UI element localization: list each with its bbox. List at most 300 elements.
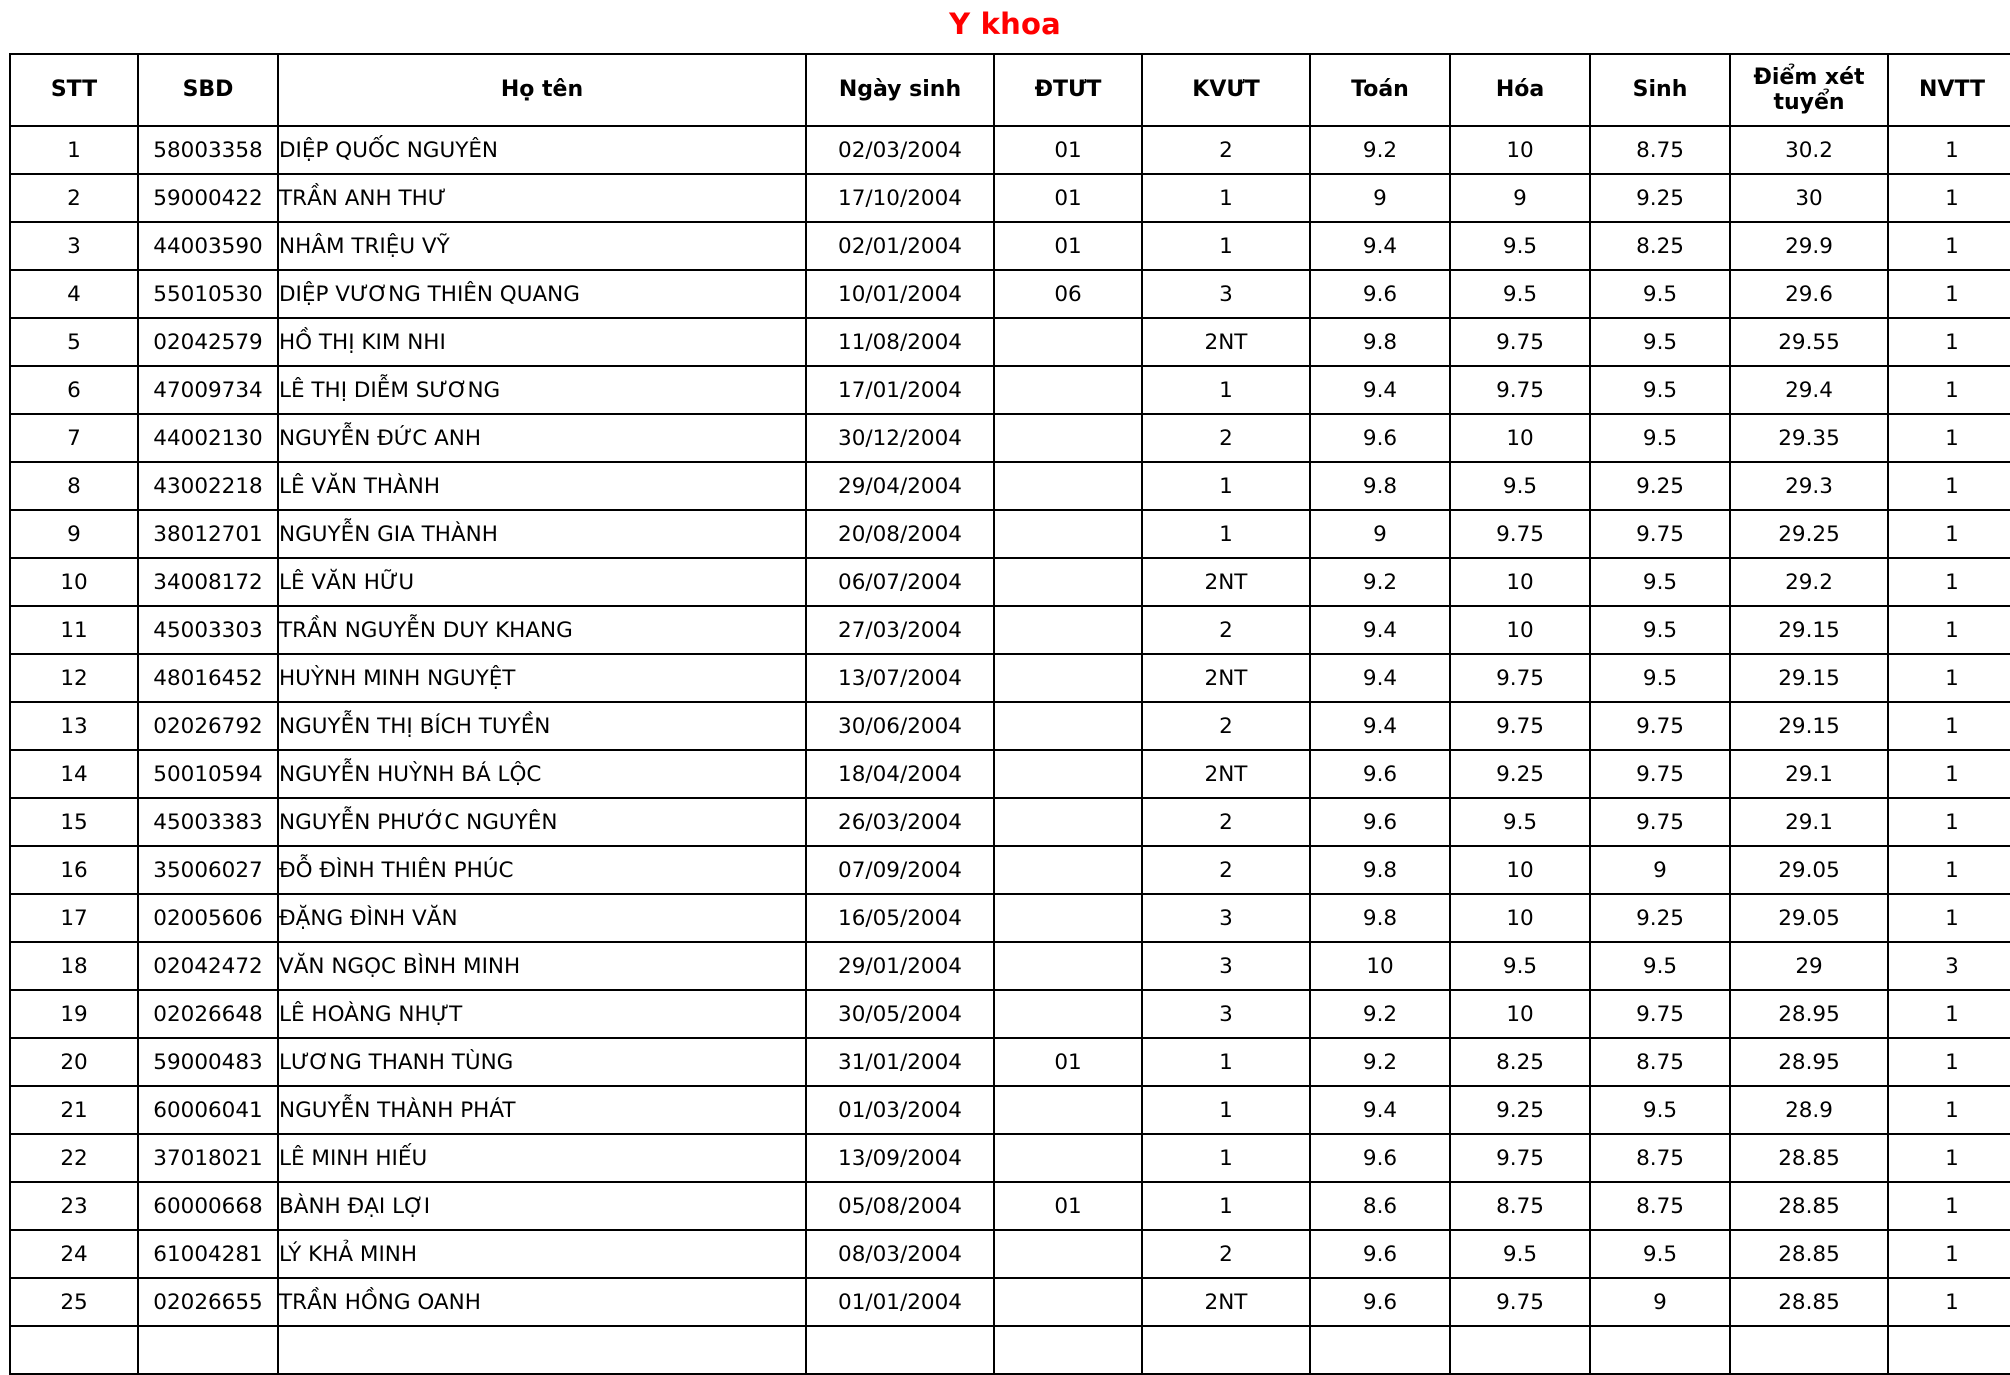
cell-sbd: 02026648 (138, 990, 278, 1038)
table-row (10, 798, 2010, 846)
cell-hoten: NGUYỄN GIA THÀNH (278, 510, 806, 558)
cell-ngaysinh (806, 1326, 994, 1374)
cell-toan: 9.6 (1310, 1230, 1450, 1278)
table-header (10, 54, 2010, 126)
cell-sinh: 9.5 (1590, 558, 1730, 606)
cell-nvtt: 1 (1888, 1134, 2010, 1182)
table-row (10, 1134, 2010, 1182)
cell-hoa (1450, 1326, 1590, 1374)
cell-toan: 9.6 (1310, 1278, 1450, 1326)
cell-diemxettuyen: 28.95 (1730, 1038, 1888, 1086)
cell-kvut: 3 (1142, 990, 1310, 1038)
table-row (10, 126, 2010, 174)
cell-diemxettuyen: 29.15 (1730, 606, 1888, 654)
cell-kvut: 3 (1142, 894, 1310, 942)
cell-dtut (994, 318, 1142, 366)
cell-kvut: 2 (1142, 798, 1310, 846)
cell-sinh: 9 (1590, 1278, 1730, 1326)
cell-hoa: 10 (1450, 126, 1590, 174)
cell-sinh: 9.25 (1590, 462, 1730, 510)
cell-sinh: 9.5 (1590, 366, 1730, 414)
cell-diemxettuyen: 28.95 (1730, 990, 1888, 1038)
cell-ngaysinh: 01/03/2004 (806, 1086, 994, 1134)
cell-kvut: 3 (1142, 942, 1310, 990)
cell-hoten: DIỆP VƯƠNG THIÊN QUANG (278, 270, 806, 318)
cell-kvut: 3 (1142, 270, 1310, 318)
cell-toan: 9.6 (1310, 750, 1450, 798)
cell-dtut (994, 558, 1142, 606)
cell-hoa: 9.75 (1450, 318, 1590, 366)
cell-hoten: NGUYỄN ĐỨC ANH (278, 414, 806, 462)
cell-dtut (994, 510, 1142, 558)
column-header-diemxettuyen: Điểm xét tuyển (1730, 54, 1888, 126)
cell-nvtt: 1 (1888, 1182, 2010, 1230)
cell-sbd: 60006041 (138, 1086, 278, 1134)
cell-toan: 9.6 (1310, 270, 1450, 318)
cell-sinh: 9.75 (1590, 510, 1730, 558)
column-header-sbd: SBD (138, 54, 278, 126)
cell-diemxettuyen: 29.3 (1730, 462, 1888, 510)
cell-sinh: 9.5 (1590, 270, 1730, 318)
cell-kvut: 2 (1142, 1230, 1310, 1278)
cell-toan: 9.2 (1310, 1038, 1450, 1086)
cell-hoa: 9.25 (1450, 750, 1590, 798)
table-row (10, 270, 2010, 318)
cell-sbd: 02042579 (138, 318, 278, 366)
cell-toan (1310, 1326, 1450, 1374)
cell-dtut (994, 750, 1142, 798)
cell-diemxettuyen: 30 (1730, 174, 1888, 222)
cell-stt: 12 (10, 654, 138, 702)
cell-kvut: 2 (1142, 414, 1310, 462)
cell-diemxettuyen: 29.6 (1730, 270, 1888, 318)
cell-hoten: BÀNH ĐẠI LỢI (278, 1182, 806, 1230)
cell-kvut: 1 (1142, 1038, 1310, 1086)
cell-stt (10, 1326, 138, 1374)
cell-ngaysinh: 13/09/2004 (806, 1134, 994, 1182)
cell-sbd: 38012701 (138, 510, 278, 558)
cell-stt: 7 (10, 414, 138, 462)
cell-sinh: 9 (1590, 846, 1730, 894)
cell-sinh: 9.5 (1590, 1230, 1730, 1278)
table-row (10, 1230, 2010, 1278)
cell-ngaysinh: 26/03/2004 (806, 798, 994, 846)
cell-sbd: 61004281 (138, 1230, 278, 1278)
cell-hoten: TRẦN ANH THƯ (278, 174, 806, 222)
cell-stt: 17 (10, 894, 138, 942)
table-row (10, 558, 2010, 606)
cell-sinh: 8.25 (1590, 222, 1730, 270)
admission-score-table (9, 53, 2010, 1375)
cell-sbd: 35006027 (138, 846, 278, 894)
cell-sbd: 48016452 (138, 654, 278, 702)
cell-toan: 9 (1310, 510, 1450, 558)
cell-hoa: 10 (1450, 414, 1590, 462)
cell-toan: 9.2 (1310, 126, 1450, 174)
cell-stt: 23 (10, 1182, 138, 1230)
cell-toan: 9.8 (1310, 462, 1450, 510)
cell-stt: 16 (10, 846, 138, 894)
cell-ngaysinh: 29/04/2004 (806, 462, 994, 510)
cell-sbd: 44003590 (138, 222, 278, 270)
table-row-partial (10, 1326, 2010, 1374)
cell-hoten: HỒ THỊ KIM NHI (278, 318, 806, 366)
cell-toan: 9.2 (1310, 558, 1450, 606)
cell-stt: 10 (10, 558, 138, 606)
cell-sbd: 50010594 (138, 750, 278, 798)
cell-sinh: 8.75 (1590, 1182, 1730, 1230)
column-header-stt: STT (10, 54, 138, 126)
cell-kvut: 1 (1142, 1182, 1310, 1230)
cell-ngaysinh: 07/09/2004 (806, 846, 994, 894)
cell-nvtt: 1 (1888, 798, 2010, 846)
cell-stt: 18 (10, 942, 138, 990)
cell-kvut: 1 (1142, 462, 1310, 510)
table-row (10, 174, 2010, 222)
table-body (10, 126, 2010, 1374)
cell-sinh: 9.5 (1590, 1086, 1730, 1134)
cell-sbd: 02026655 (138, 1278, 278, 1326)
cell-ngaysinh: 27/03/2004 (806, 606, 994, 654)
cell-dtut (994, 798, 1142, 846)
table-row (10, 750, 2010, 798)
cell-toan: 8.6 (1310, 1182, 1450, 1230)
table-row (10, 318, 2010, 366)
cell-dtut: 01 (994, 174, 1142, 222)
cell-hoten: NGUYỄN THỊ BÍCH TUYỀN (278, 702, 806, 750)
cell-dtut: 01 (994, 126, 1142, 174)
cell-nvtt: 1 (1888, 414, 2010, 462)
table-row (10, 990, 2010, 1038)
cell-kvut: 1 (1142, 510, 1310, 558)
cell-hoten: LƯƠNG THANH TÙNG (278, 1038, 806, 1086)
cell-hoa: 10 (1450, 558, 1590, 606)
table-row (10, 894, 2010, 942)
cell-dtut (994, 1230, 1142, 1278)
cell-sbd: 45003303 (138, 606, 278, 654)
column-header-kvut: KVƯT (1142, 54, 1310, 126)
cell-ngaysinh: 16/05/2004 (806, 894, 994, 942)
table-row (10, 654, 2010, 702)
cell-diemxettuyen: 29.2 (1730, 558, 1888, 606)
cell-sbd: 02042472 (138, 942, 278, 990)
cell-hoa: 10 (1450, 606, 1590, 654)
cell-hoten: DIỆP QUỐC NGUYÊN (278, 126, 806, 174)
cell-nvtt: 1 (1888, 606, 2010, 654)
cell-kvut (1142, 1326, 1310, 1374)
cell-sinh: 9.5 (1590, 606, 1730, 654)
cell-dtut: 01 (994, 1182, 1142, 1230)
cell-kvut: 1 (1142, 174, 1310, 222)
cell-stt: 4 (10, 270, 138, 318)
cell-sbd (138, 1326, 278, 1374)
cell-toan: 9.4 (1310, 1086, 1450, 1134)
cell-hoten: LÝ KHẢ MINH (278, 1230, 806, 1278)
cell-sbd: 47009734 (138, 366, 278, 414)
cell-sinh: 9.5 (1590, 414, 1730, 462)
cell-kvut: 1 (1142, 1134, 1310, 1182)
cell-hoa: 9.25 (1450, 1086, 1590, 1134)
cell-dtut (994, 654, 1142, 702)
cell-stt: 19 (10, 990, 138, 1038)
cell-hoten: LÊ HOÀNG NHỰT (278, 990, 806, 1038)
page-title: Y khoa (949, 7, 1061, 41)
cell-toan: 9.8 (1310, 318, 1450, 366)
cell-nvtt: 1 (1888, 894, 2010, 942)
cell-sinh: 9.25 (1590, 894, 1730, 942)
table-row (10, 414, 2010, 462)
column-header-sinh: Sinh (1590, 54, 1730, 126)
cell-toan: 10 (1310, 942, 1450, 990)
cell-dtut (994, 606, 1142, 654)
cell-nvtt: 1 (1888, 1230, 2010, 1278)
cell-dtut (994, 1086, 1142, 1134)
column-header-hoten: Họ tên (278, 54, 806, 126)
cell-diemxettuyen: 29.05 (1730, 894, 1888, 942)
cell-toan: 9.6 (1310, 414, 1450, 462)
cell-hoten: ĐỖ ĐÌNH THIÊN PHÚC (278, 846, 806, 894)
cell-dtut (994, 366, 1142, 414)
cell-kvut: 2NT (1142, 750, 1310, 798)
cell-diemxettuyen: 29.15 (1730, 654, 1888, 702)
column-header-dtut: ĐTƯT (994, 54, 1142, 126)
cell-diemxettuyen: 28.85 (1730, 1230, 1888, 1278)
table-row (10, 942, 2010, 990)
column-header-hoa: Hóa (1450, 54, 1590, 126)
cell-sbd: 59000483 (138, 1038, 278, 1086)
cell-toan: 9.4 (1310, 654, 1450, 702)
cell-hoa: 9.75 (1450, 366, 1590, 414)
cell-ngaysinh: 31/01/2004 (806, 1038, 994, 1086)
cell-dtut (994, 702, 1142, 750)
cell-stt: 20 (10, 1038, 138, 1086)
cell-kvut: 2NT (1142, 654, 1310, 702)
cell-nvtt: 1 (1888, 1086, 2010, 1134)
cell-dtut: 06 (994, 270, 1142, 318)
cell-hoten: LÊ THỊ DIỄM SƯƠNG (278, 366, 806, 414)
cell-sinh: 8.75 (1590, 1038, 1730, 1086)
table-row (10, 1278, 2010, 1326)
cell-dtut (994, 414, 1142, 462)
cell-ngaysinh: 17/01/2004 (806, 366, 994, 414)
cell-nvtt: 1 (1888, 222, 2010, 270)
cell-hoten: NGUYỄN THÀNH PHÁT (278, 1086, 806, 1134)
table-row (10, 606, 2010, 654)
table-row (10, 846, 2010, 894)
cell-toan: 9.4 (1310, 702, 1450, 750)
cell-kvut: 2NT (1142, 1278, 1310, 1326)
cell-toan: 9.6 (1310, 798, 1450, 846)
cell-hoa: 10 (1450, 846, 1590, 894)
cell-toan: 9.4 (1310, 606, 1450, 654)
cell-nvtt: 1 (1888, 558, 2010, 606)
cell-toan: 9.8 (1310, 846, 1450, 894)
cell-dtut (994, 846, 1142, 894)
cell-ngaysinh: 05/08/2004 (806, 1182, 994, 1230)
table-row (10, 462, 2010, 510)
cell-toan: 9.2 (1310, 990, 1450, 1038)
cell-ngaysinh: 20/08/2004 (806, 510, 994, 558)
cell-nvtt: 1 (1888, 654, 2010, 702)
cell-hoa: 9.5 (1450, 1230, 1590, 1278)
cell-hoten: LÊ VĂN HỮU (278, 558, 806, 606)
cell-stt: 25 (10, 1278, 138, 1326)
cell-hoa: 9.75 (1450, 1134, 1590, 1182)
cell-hoten: NGUYỄN HUỲNH BÁ LỘC (278, 750, 806, 798)
cell-sinh: 9.75 (1590, 798, 1730, 846)
cell-stt: 11 (10, 606, 138, 654)
cell-hoten: VĂN NGỌC BÌNH MINH (278, 942, 806, 990)
cell-kvut: 2 (1142, 606, 1310, 654)
cell-nvtt: 1 (1888, 510, 2010, 558)
cell-hoa: 9.5 (1450, 222, 1590, 270)
cell-diemxettuyen: 28.85 (1730, 1134, 1888, 1182)
cell-toan: 9 (1310, 174, 1450, 222)
cell-nvtt: 1 (1888, 318, 2010, 366)
cell-stt: 24 (10, 1230, 138, 1278)
cell-stt: 2 (10, 174, 138, 222)
cell-ngaysinh: 01/01/2004 (806, 1278, 994, 1326)
cell-kvut: 1 (1142, 366, 1310, 414)
cell-sinh (1590, 1326, 1730, 1374)
cell-dtut (994, 1278, 1142, 1326)
cell-hoten (278, 1326, 806, 1374)
cell-nvtt: 3 (1888, 942, 2010, 990)
cell-dtut (994, 942, 1142, 990)
cell-diemxettuyen: 29.1 (1730, 750, 1888, 798)
cell-stt: 5 (10, 318, 138, 366)
cell-diemxettuyen: 29.05 (1730, 846, 1888, 894)
cell-hoten: HUỲNH MINH NGUYỆT (278, 654, 806, 702)
cell-nvtt: 1 (1888, 990, 2010, 1038)
cell-diemxettuyen: 28.9 (1730, 1086, 1888, 1134)
cell-ngaysinh: 30/12/2004 (806, 414, 994, 462)
cell-hoa: 9 (1450, 174, 1590, 222)
cell-ngaysinh: 11/08/2004 (806, 318, 994, 366)
cell-nvtt: 1 (1888, 270, 2010, 318)
cell-hoa: 8.25 (1450, 1038, 1590, 1086)
cell-nvtt: 1 (1888, 702, 2010, 750)
cell-dtut: 01 (994, 222, 1142, 270)
cell-nvtt: 1 (1888, 366, 2010, 414)
cell-sbd: 02026792 (138, 702, 278, 750)
cell-kvut: 2 (1142, 702, 1310, 750)
cell-stt: 15 (10, 798, 138, 846)
cell-diemxettuyen: 28.85 (1730, 1278, 1888, 1326)
cell-stt: 21 (10, 1086, 138, 1134)
cell-stt: 14 (10, 750, 138, 798)
cell-toan: 9.8 (1310, 894, 1450, 942)
cell-stt: 8 (10, 462, 138, 510)
cell-hoa: 9.5 (1450, 270, 1590, 318)
cell-sbd: 02005606 (138, 894, 278, 942)
cell-toan: 9.4 (1310, 222, 1450, 270)
cell-nvtt (1888, 1326, 2010, 1374)
cell-sinh: 9.5 (1590, 318, 1730, 366)
cell-hoten: NHÂM TRIỆU VỸ (278, 222, 806, 270)
cell-ngaysinh: 30/06/2004 (806, 702, 994, 750)
cell-stt: 9 (10, 510, 138, 558)
cell-sbd: 59000422 (138, 174, 278, 222)
cell-sbd: 45003383 (138, 798, 278, 846)
cell-sbd: 58003358 (138, 126, 278, 174)
cell-kvut: 2NT (1142, 558, 1310, 606)
cell-sinh: 9.5 (1590, 942, 1730, 990)
cell-hoten: TRẦN NGUYỄN DUY KHANG (278, 606, 806, 654)
cell-ngaysinh: 06/07/2004 (806, 558, 994, 606)
cell-sinh: 9.75 (1590, 750, 1730, 798)
cell-hoa: 10 (1450, 990, 1590, 1038)
cell-kvut: 2NT (1142, 318, 1310, 366)
cell-kvut: 2 (1142, 846, 1310, 894)
cell-diemxettuyen (1730, 1326, 1888, 1374)
cell-hoa: 9.75 (1450, 654, 1590, 702)
table-row (10, 702, 2010, 750)
cell-stt: 3 (10, 222, 138, 270)
cell-sinh: 8.75 (1590, 126, 1730, 174)
column-header-nvtt: NVTT (1888, 54, 2010, 126)
cell-sbd: 43002218 (138, 462, 278, 510)
cell-diemxettuyen: 29.35 (1730, 414, 1888, 462)
cell-hoten: TRẦN HỒNG OANH (278, 1278, 806, 1326)
cell-dtut (994, 462, 1142, 510)
cell-ngaysinh: 13/07/2004 (806, 654, 994, 702)
cell-nvtt: 1 (1888, 174, 2010, 222)
cell-sinh: 8.75 (1590, 1134, 1730, 1182)
cell-ngaysinh: 02/03/2004 (806, 126, 994, 174)
cell-ngaysinh: 29/01/2004 (806, 942, 994, 990)
cell-nvtt: 1 (1888, 1278, 2010, 1326)
cell-hoa: 10 (1450, 894, 1590, 942)
cell-hoten: LÊ MINH HIẾU (278, 1134, 806, 1182)
cell-sbd: 60000668 (138, 1182, 278, 1230)
cell-hoa: 9.5 (1450, 942, 1590, 990)
column-header-ngaysinh: Ngày sinh (806, 54, 994, 126)
cell-ngaysinh: 17/10/2004 (806, 174, 994, 222)
cell-hoten: LÊ VĂN THÀNH (278, 462, 806, 510)
cell-nvtt: 1 (1888, 1038, 2010, 1086)
cell-dtut (994, 894, 1142, 942)
column-header-toan: Toán (1310, 54, 1450, 126)
cell-stt: 13 (10, 702, 138, 750)
cell-sbd: 37018021 (138, 1134, 278, 1182)
cell-hoa: 9.5 (1450, 462, 1590, 510)
cell-ngaysinh: 10/01/2004 (806, 270, 994, 318)
table-row (10, 1086, 2010, 1134)
cell-diemxettuyen: 29.15 (1730, 702, 1888, 750)
cell-ngaysinh: 30/05/2004 (806, 990, 994, 1038)
cell-diemxettuyen: 29.4 (1730, 366, 1888, 414)
cell-diemxettuyen: 29.55 (1730, 318, 1888, 366)
cell-hoa: 9.75 (1450, 510, 1590, 558)
table-header-row (10, 54, 2010, 126)
cell-sinh: 9.75 (1590, 702, 1730, 750)
table-row (10, 510, 2010, 558)
cell-nvtt: 1 (1888, 750, 2010, 798)
cell-dtut (994, 1134, 1142, 1182)
cell-diemxettuyen: 29.9 (1730, 222, 1888, 270)
cell-ngaysinh: 18/04/2004 (806, 750, 994, 798)
cell-diemxettuyen: 29.25 (1730, 510, 1888, 558)
table-row (10, 222, 2010, 270)
cell-hoa: 9.75 (1450, 702, 1590, 750)
cell-diemxettuyen: 29 (1730, 942, 1888, 990)
table-row (10, 366, 2010, 414)
cell-nvtt: 1 (1888, 462, 2010, 510)
cell-nvtt: 1 (1888, 846, 2010, 894)
cell-sbd: 55010530 (138, 270, 278, 318)
cell-hoten: ĐẶNG ĐÌNH VĂN (278, 894, 806, 942)
